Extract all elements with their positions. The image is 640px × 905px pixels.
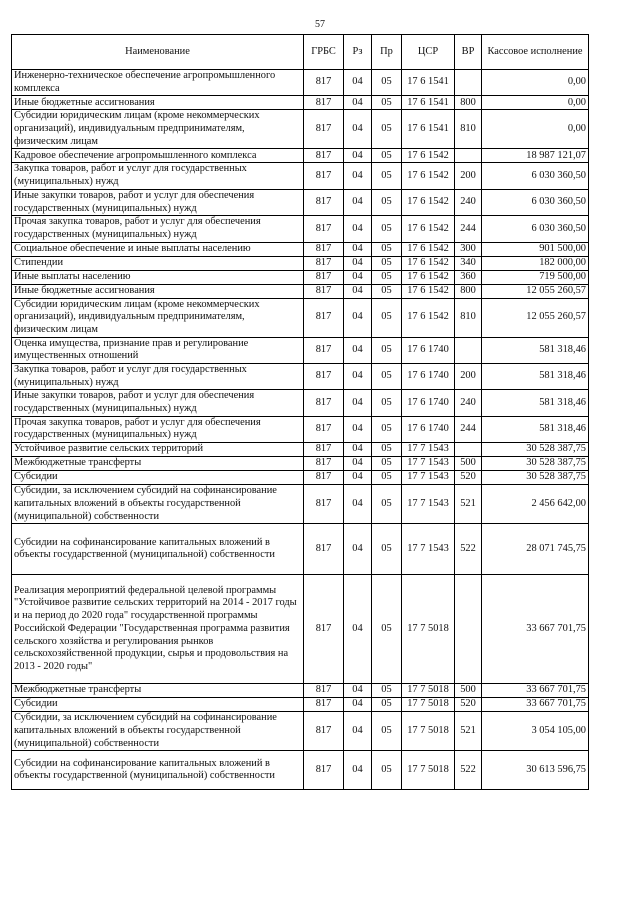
- cell-vr: 200: [455, 364, 482, 390]
- cell-amount: 581 318,46: [482, 364, 589, 390]
- cell-pr: 05: [372, 270, 402, 284]
- cell-grbs: 817: [304, 270, 344, 284]
- cell-pr: 05: [372, 337, 402, 363]
- cell-grbs: 817: [304, 242, 344, 256]
- cell-amount: 901 500,00: [482, 242, 589, 256]
- cell-csr: 17 6 1740: [402, 364, 455, 390]
- cell-amount: 33 667 701,75: [482, 684, 589, 698]
- cell-pr: 05: [372, 524, 402, 575]
- cell-amount: 3 054 105,00: [482, 712, 589, 751]
- cell-csr: 17 6 1542: [402, 163, 455, 189]
- cell-name: Иные выплаты населению: [12, 270, 304, 284]
- cell-grbs: 817: [304, 298, 344, 337]
- cell-name: Иные закупки товаров, работ и услуг для обеспечения государственных (муниципальных) нужд: [12, 390, 304, 416]
- cell-name: Иные закупки товаров, работ и услуг для обеспечения государственных (муниципальных) нужд: [12, 189, 304, 215]
- cell-amount: 18 987 121,07: [482, 149, 589, 163]
- cell-name: Субсидии, за исключением субсидий на софинансирование капитальных вложений в объекты государственной (муниципальной) собственности: [12, 712, 304, 751]
- table-row: [12, 298, 589, 337]
- cell-csr: 17 7 5018: [402, 698, 455, 712]
- cell-name: Субсидии юридическим лицам (кроме некоммерческих организаций), индивидуальным предпринимателям, физическим лицам: [12, 298, 304, 337]
- table-row: [12, 242, 589, 256]
- cell-vr: 521: [455, 485, 482, 524]
- cell-rz: 04: [344, 390, 372, 416]
- cell-rz: 04: [344, 712, 372, 751]
- cell-pr: 05: [372, 698, 402, 712]
- table-row: [12, 751, 589, 790]
- cell-csr: 17 7 1543: [402, 471, 455, 485]
- cell-csr: 17 6 1542: [402, 256, 455, 270]
- cell-rz: 04: [344, 216, 372, 242]
- cell-pr: 05: [372, 242, 402, 256]
- cell-vr: 520: [455, 471, 482, 485]
- cell-amount: 2 456 642,00: [482, 485, 589, 524]
- cell-amount: 6 030 360,50: [482, 163, 589, 189]
- cell-vr: 810: [455, 298, 482, 337]
- cell-pr: 05: [372, 443, 402, 457]
- cell-vr: [455, 443, 482, 457]
- cell-grbs: 817: [304, 256, 344, 270]
- table-row: [12, 189, 589, 215]
- cell-rz: 04: [344, 457, 372, 471]
- cell-name: Субсидии юридическим лицам (кроме некоммерческих организаций), индивидуальным предпринимателям, физическим лицам: [12, 110, 304, 149]
- cell-amount: 6 030 360,50: [482, 216, 589, 242]
- cell-grbs: 817: [304, 751, 344, 790]
- cell-rz: 04: [344, 364, 372, 390]
- cell-pr: 05: [372, 70, 402, 96]
- cell-amount: 28 071 745,75: [482, 524, 589, 575]
- cell-csr: 17 6 1541: [402, 96, 455, 110]
- cell-name: Закупка товаров, работ и услуг для государственных (муниципальных) нужд: [12, 163, 304, 189]
- cell-csr: 17 7 5018: [402, 684, 455, 698]
- cell-pr: 05: [372, 684, 402, 698]
- cell-amount: 0,00: [482, 96, 589, 110]
- cell-vr: 244: [455, 216, 482, 242]
- cell-rz: 04: [344, 751, 372, 790]
- cell-pr: 05: [372, 416, 402, 442]
- header-csr: ЦСР: [402, 35, 455, 70]
- cell-name: Устойчивое развитие сельских территорий: [12, 443, 304, 457]
- cell-rz: 04: [344, 189, 372, 215]
- cell-rz: 04: [344, 575, 372, 684]
- header-vr: ВР: [455, 35, 482, 70]
- cell-rz: 04: [344, 110, 372, 149]
- cell-amount: 0,00: [482, 110, 589, 149]
- cell-name: Субсидии на софинансирование капитальных вложений в объекты государственной (муниципальной) собственности: [12, 751, 304, 790]
- cell-pr: 05: [372, 364, 402, 390]
- cell-grbs: 817: [304, 524, 344, 575]
- cell-csr: 17 7 1543: [402, 524, 455, 575]
- cell-vr: 522: [455, 524, 482, 575]
- cell-csr: 17 7 5018: [402, 712, 455, 751]
- table-row: [12, 96, 589, 110]
- cell-grbs: 817: [304, 485, 344, 524]
- cell-grbs: 817: [304, 471, 344, 485]
- cell-grbs: 817: [304, 284, 344, 298]
- table-row: [12, 524, 589, 575]
- cell-amount: 0,00: [482, 70, 589, 96]
- cell-vr: 520: [455, 698, 482, 712]
- cell-pr: 05: [372, 163, 402, 189]
- cell-amount: 182 000,00: [482, 256, 589, 270]
- cell-pr: 05: [372, 189, 402, 215]
- table-row: [12, 364, 589, 390]
- header-amount: Кассовое исполнение: [482, 35, 589, 70]
- cell-amount: 12 055 260,57: [482, 284, 589, 298]
- cell-grbs: 817: [304, 457, 344, 471]
- cell-name: Иные бюджетные ассигнования: [12, 284, 304, 298]
- cell-csr: 17 7 1543: [402, 485, 455, 524]
- cell-name: Субсидии на софинансирование капитальных вложений в объекты государственной (муниципальной) собственности: [12, 524, 304, 575]
- cell-rz: 04: [344, 96, 372, 110]
- cell-grbs: 817: [304, 416, 344, 442]
- cell-amount: 30 528 387,75: [482, 443, 589, 457]
- cell-grbs: 817: [304, 163, 344, 189]
- cell-csr: 17 6 1542: [402, 149, 455, 163]
- cell-rz: 04: [344, 698, 372, 712]
- cell-name: Оценка имущества, признание прав и регулирование имущественных отношений: [12, 337, 304, 363]
- cell-name: Закупка товаров, работ и услуг для государственных (муниципальных) нужд: [12, 364, 304, 390]
- table-row: [12, 149, 589, 163]
- cell-rz: 04: [344, 270, 372, 284]
- cell-grbs: 817: [304, 96, 344, 110]
- cell-name: Межбюджетные трансферты: [12, 457, 304, 471]
- cell-vr: 340: [455, 256, 482, 270]
- cell-name: Межбюджетные трансферты: [12, 684, 304, 698]
- cell-rz: 04: [344, 298, 372, 337]
- cell-vr: 500: [455, 457, 482, 471]
- cell-rz: 04: [344, 242, 372, 256]
- cell-csr: 17 7 1543: [402, 457, 455, 471]
- cell-pr: 05: [372, 298, 402, 337]
- cell-pr: 05: [372, 471, 402, 485]
- cell-name: Прочая закупка товаров, работ и услуг для обеспечения государственных (муниципальных) нужд: [12, 216, 304, 242]
- page-number: 57: [315, 19, 325, 30]
- cell-rz: 04: [344, 485, 372, 524]
- cell-rz: 04: [344, 471, 372, 485]
- cell-vr: 200: [455, 163, 482, 189]
- cell-rz: 04: [344, 256, 372, 270]
- cell-pr: 05: [372, 712, 402, 751]
- cell-grbs: 817: [304, 698, 344, 712]
- cell-amount: 33 667 701,75: [482, 698, 589, 712]
- cell-grbs: 817: [304, 337, 344, 363]
- cell-csr: 17 6 1542: [402, 242, 455, 256]
- table-row: [12, 471, 589, 485]
- cell-vr: 810: [455, 110, 482, 149]
- cell-csr: 17 6 1542: [402, 284, 455, 298]
- table-row: [12, 337, 589, 363]
- cell-csr: 17 6 1740: [402, 390, 455, 416]
- cell-name: Прочая закупка товаров, работ и услуг для обеспечения государственных (муниципальных) нужд: [12, 416, 304, 442]
- cell-grbs: 817: [304, 70, 344, 96]
- cell-pr: 05: [372, 284, 402, 298]
- cell-csr: 17 6 1740: [402, 337, 455, 363]
- cell-grbs: 817: [304, 110, 344, 149]
- cell-pr: 05: [372, 390, 402, 416]
- table-row: [12, 416, 589, 442]
- cell-name: Реализация мероприятий федеральной целевой программы "Устойчивое развитие сельских территорий на 2014 - 2017 годы и на период до 2020 года" государственной программы Российской Федерации "Государственная программа развития сельского хозяйства и регулирования рынков сельскохозяйственной продукции, сырья и продовольствия на 2013 - 2020 годы": [12, 575, 304, 684]
- cell-name: Социальное обеспечение и иные выплаты населению: [12, 242, 304, 256]
- cell-grbs: 817: [304, 390, 344, 416]
- cell-csr: 17 6 1542: [402, 216, 455, 242]
- table-row: [12, 163, 589, 189]
- cell-grbs: 817: [304, 149, 344, 163]
- cell-csr: 17 6 1740: [402, 416, 455, 442]
- cell-csr: 17 6 1542: [402, 189, 455, 215]
- table-row: [12, 216, 589, 242]
- cell-vr: [455, 70, 482, 96]
- cell-csr: 17 6 1541: [402, 70, 455, 96]
- cell-csr: 17 6 1542: [402, 270, 455, 284]
- cell-grbs: 817: [304, 189, 344, 215]
- cell-pr: 05: [372, 110, 402, 149]
- cell-amount: 581 318,46: [482, 390, 589, 416]
- cell-csr: 17 6 1541: [402, 110, 455, 149]
- cell-rz: 04: [344, 284, 372, 298]
- table-row: [12, 684, 589, 698]
- cell-vr: 800: [455, 96, 482, 110]
- cell-vr: 800: [455, 284, 482, 298]
- cell-rz: 04: [344, 149, 372, 163]
- cell-name: Субсидии: [12, 471, 304, 485]
- cell-pr: 05: [372, 457, 402, 471]
- cell-csr: 17 7 5018: [402, 575, 455, 684]
- cell-pr: 05: [372, 751, 402, 790]
- table-row: [12, 110, 589, 149]
- cell-rz: 04: [344, 163, 372, 189]
- table-row: [12, 70, 589, 96]
- cell-name: Субсидии, за исключением субсидий на софинансирование капитальных вложений в объекты государственной (муниципальной) собственности: [12, 485, 304, 524]
- cell-amount: 33 667 701,75: [482, 575, 589, 684]
- table-row: [12, 485, 589, 524]
- cell-amount: 30 613 596,75: [482, 751, 589, 790]
- header-pr: Пр: [372, 35, 402, 70]
- cell-name: Стипендии: [12, 256, 304, 270]
- table-row: [12, 712, 589, 751]
- cell-amount: 6 030 360,50: [482, 189, 589, 215]
- table-row: [12, 390, 589, 416]
- cell-vr: 244: [455, 416, 482, 442]
- table-row: [12, 270, 589, 284]
- cell-name: Инженерно-техническое обеспечение агропромышленного комплекса: [12, 70, 304, 96]
- cell-vr: 360: [455, 270, 482, 284]
- cell-grbs: 817: [304, 575, 344, 684]
- cell-amount: 30 528 387,75: [482, 471, 589, 485]
- budget-execution-table: [11, 34, 589, 790]
- cell-amount: 30 528 387,75: [482, 457, 589, 471]
- cell-amount: 581 318,46: [482, 416, 589, 442]
- header-name: Наименование: [12, 35, 304, 70]
- cell-name: Иные бюджетные ассигнования: [12, 96, 304, 110]
- cell-pr: 05: [372, 216, 402, 242]
- cell-vr: 521: [455, 712, 482, 751]
- cell-grbs: 817: [304, 216, 344, 242]
- table-row: [12, 575, 589, 684]
- table-row: [12, 256, 589, 270]
- cell-pr: 05: [372, 149, 402, 163]
- header-grbs: ГРБС: [304, 35, 344, 70]
- cell-vr: [455, 337, 482, 363]
- cell-vr: [455, 149, 482, 163]
- cell-rz: 04: [344, 684, 372, 698]
- cell-rz: 04: [344, 70, 372, 96]
- cell-pr: 05: [372, 256, 402, 270]
- cell-pr: 05: [372, 485, 402, 524]
- cell-pr: 05: [372, 96, 402, 110]
- cell-csr: 17 7 5018: [402, 751, 455, 790]
- cell-vr: 240: [455, 189, 482, 215]
- table-row: [12, 284, 589, 298]
- cell-rz: 04: [344, 443, 372, 457]
- cell-vr: 522: [455, 751, 482, 790]
- table-row: [12, 443, 589, 457]
- cell-name: Кадровое обеспечение агропромышленного комплекса: [12, 149, 304, 163]
- table-header-row: [12, 35, 589, 70]
- cell-vr: 500: [455, 684, 482, 698]
- cell-pr: 05: [372, 575, 402, 684]
- cell-vr: 240: [455, 390, 482, 416]
- cell-csr: 17 7 1543: [402, 443, 455, 457]
- cell-rz: 04: [344, 524, 372, 575]
- table-body: [12, 70, 589, 790]
- table-row: [12, 698, 589, 712]
- table-row: [12, 457, 589, 471]
- cell-grbs: 817: [304, 443, 344, 457]
- header-rz: Рз: [344, 35, 372, 70]
- cell-amount: 719 500,00: [482, 270, 589, 284]
- cell-grbs: 817: [304, 712, 344, 751]
- cell-rz: 04: [344, 337, 372, 363]
- cell-name: Субсидии: [12, 698, 304, 712]
- cell-amount: 581 318,46: [482, 337, 589, 363]
- cell-csr: 17 6 1542: [402, 298, 455, 337]
- cell-rz: 04: [344, 416, 372, 442]
- cell-vr: 300: [455, 242, 482, 256]
- cell-grbs: 817: [304, 364, 344, 390]
- cell-vr: [455, 575, 482, 684]
- cell-grbs: 817: [304, 684, 344, 698]
- cell-amount: 12 055 260,57: [482, 298, 589, 337]
